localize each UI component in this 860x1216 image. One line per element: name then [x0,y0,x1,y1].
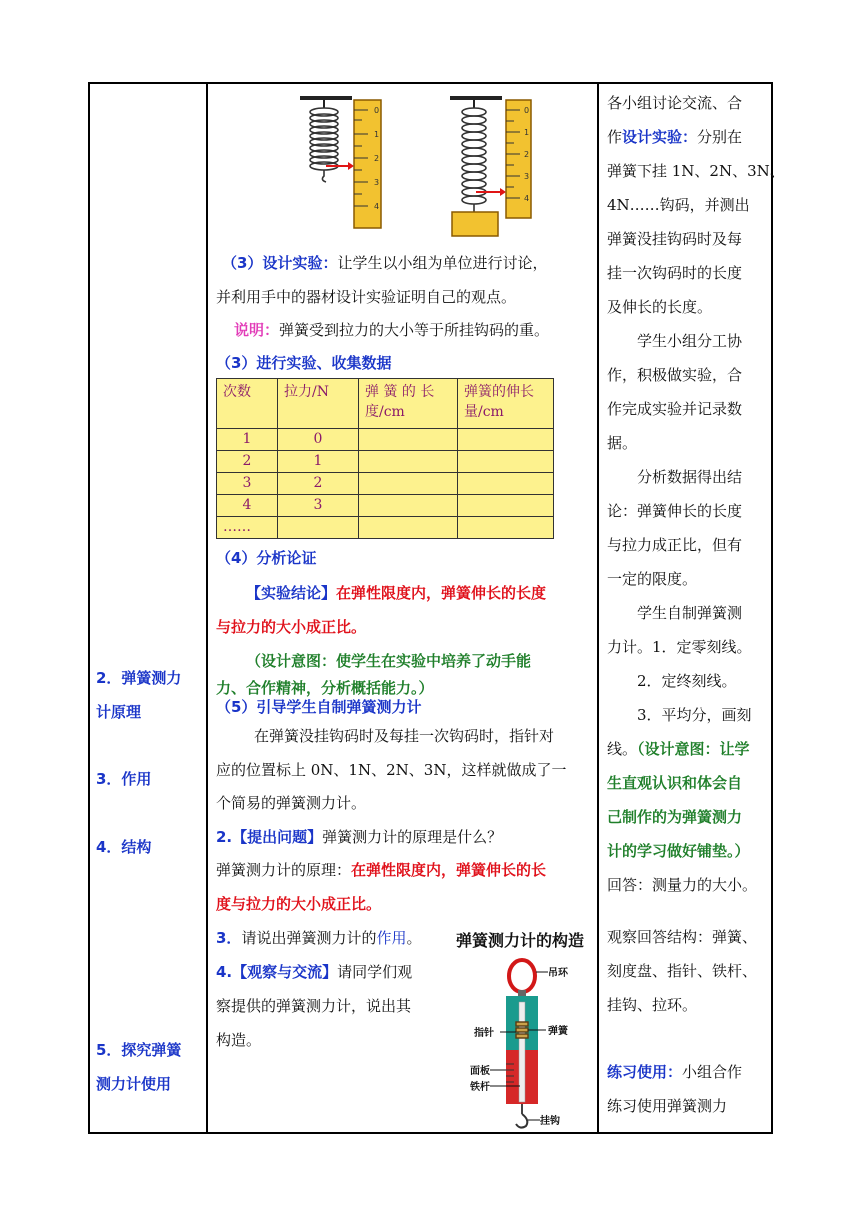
right-p2-4: 据。 [607,434,638,452]
right-p2-3: 作完成实验并记录数 [607,400,743,418]
right-p5-2: 刻度盘、指针、铁杆、 [607,962,758,980]
label-panel: 面板 [470,1066,490,1077]
conclusion-line2: 与拉力的大小成正比。 [216,618,367,636]
right-p4-5a: 线。 [607,740,638,758]
right-p4-5b: （设计意图：让学 [637,740,750,758]
table-cell: 2 [278,473,359,495]
table-cell [359,473,458,495]
table-cell [458,473,554,495]
right-line-2a: 作 [607,128,623,146]
right-line-5: 弹簧没挂钩码时及每 [607,230,743,248]
right-p6-1 [607,1055,742,1089]
table-row [217,517,554,539]
principle-line1 [216,853,546,887]
design-intent-line1: （设计意图：使学生在实验中培养了动手能 [246,652,532,670]
design-experiment-line1 [222,246,547,280]
right-p3-3: 与拉力成正比，但有 [607,536,743,554]
table-header-count: 次数 [217,379,278,429]
ruler1-tick-3: 3 [374,178,380,187]
right-p4-5 [607,732,750,766]
question-2-text: 弹簧测力计的原理是什么？ [322,828,503,846]
question-4-text-1: 请同学们观 [337,963,413,981]
table-header-extension: 弹簧的伸长量/cm [458,379,554,429]
design-experiment-label: （3）设计实验： [222,254,338,272]
question-2-label: 2.【提出问题】 [216,828,323,846]
ruler2-tick-2: 2 [524,150,530,159]
ruler1-tick-1: 1 [374,130,380,139]
column-divider-1 [206,82,208,1134]
table-cell [458,429,554,451]
right-line-2 [607,120,742,154]
question-4-line1 [216,955,412,989]
right-p4-7: 己制作的为弹簧测力 [607,808,743,826]
design-experiment-line2: 并利用手中的器材设计实验证明自己的观点。 [216,288,517,306]
right-line-7: 及伸长的长度。 [607,298,713,316]
left-item-4: 4．结构 [96,838,152,856]
left-item-5-line2: 测力计使用 [96,1075,172,1093]
label-hook: 挂钩 [540,1116,560,1127]
table-cell [458,517,554,539]
table-cell [359,429,458,451]
question-4-label: 4.【观察与交流】 [216,963,338,981]
structure-title: 弹簧测力计的构造 [456,931,585,950]
label-rod: 铁杆 [470,1082,490,1093]
right-p4-6: 生直观认识和体会自 [607,774,743,792]
table-cell: 3 [217,473,278,495]
table-cell [458,451,554,473]
analysis-heading: （4）分析论证 [216,549,317,567]
table-cell [359,495,458,517]
right-p4-1: 学生自制弹簧测 [637,604,743,622]
table-row [217,495,554,517]
right-p2-2: 作，积极做实验，合 [607,366,743,384]
right-p6-2: 练习使用弹簧测力 [607,1097,728,1115]
table-row [217,451,554,473]
principle-red-1: 在弹性限度内，弹簧伸长的长 [351,861,547,879]
table-header-length: 弹 簧 的 长 度/cm [359,379,458,429]
table-cell: 1 [217,429,278,451]
table-cell [458,495,554,517]
spring-ruler-illustration [290,90,550,240]
practice-label: 练习使用： [607,1063,683,1081]
design-experiment-text-1: 让学生以小组为单位进行讨论， [337,254,548,272]
table-cell: 0 [278,429,359,451]
right-p4-8: 计的学习做好铺垫。） [607,842,750,860]
left-item-5-line1: 5．探究弹簧 [96,1041,182,1059]
note-line [234,313,549,347]
ruler1-tick-0: 0 [374,106,380,115]
ruler2-tick-0: 0 [524,106,530,115]
table-row [217,473,554,495]
right-line-1: 各小组讨论交流、合 [607,94,743,112]
right-p4-3: 2．定终刻线。 [637,672,737,690]
label-ring: 吊环 [548,968,568,979]
note-text: 弹簧受到拉力的大小等于所挂钩码的重。 [279,321,550,339]
right-line-4: 4N……钩码，并测出 [607,196,750,214]
left-item-2-line1: 2．弹簧测力 [96,669,182,687]
note-label: 说明： [234,321,280,339]
table-cell: 4 [217,495,278,517]
table-row [217,429,554,451]
question-3-text: 请说出弹簧测力计的 [241,929,377,947]
question-4-line2: 察提供的弹簧测力计，说出其 [216,997,412,1015]
right-line-6: 挂一次钩码时的长度 [607,264,743,282]
right-p4-9: 回答：测量力的大小。 [607,876,758,894]
question-3-line [216,921,421,955]
table-cell: …… [217,517,278,539]
left-item-2-line2: 计原理 [96,703,142,721]
ruler1-tick-4: 4 [374,202,380,211]
ruler2-tick-3: 3 [524,172,530,181]
guide-text-line1: 在弹簧没挂钩码时及每挂一次钩码时，指针对 [254,727,555,745]
table-cell: 1 [278,451,359,473]
label-spring: 弹簧 [548,1026,568,1037]
question-3-end: 。 [406,929,422,947]
ruler1-tick-2: 2 [374,154,380,163]
right-p5-1: 观察回答结构：弹簧、 [607,928,758,946]
table-header-force: 拉力/N [278,379,359,429]
guide-heading: （5）引导学生自制弹簧测力计 [216,698,422,716]
right-line-3: 弹簧下挂 1N、2N、3N、 [607,162,785,180]
ruler2-tick-4: 4 [524,194,530,203]
right-p2-1: 学生小组分工协 [637,332,743,350]
conclusion-text-1: 在弹性限度内，弹簧伸长的长度 [336,584,547,602]
right-p4-2: 力计。1．定零刻线。 [607,638,752,656]
guide-text-line3: 个简易的弹簧测力计。 [216,794,367,812]
conclusion-line1 [246,576,546,610]
right-p4-4: 3．平均分，画刻 [637,706,752,724]
design-intent-line2: 力、合作精神，分析概括能力。） [216,679,434,697]
table-cell [359,451,458,473]
right-p5-3: 挂钩、拉环。 [607,996,698,1014]
table-cell: 3 [278,495,359,517]
right-p3-1: 分析数据得出结 [637,468,743,486]
conclusion-label: 【实验结论】 [246,584,337,602]
table-cell [359,517,458,539]
right-p3-2: 论：弹簧伸长的长度 [607,502,743,520]
guide-text-line2: 应的位置标上 0N、1N、2N、3N，这样就做成了一 [216,761,567,779]
question-2-line [216,820,502,854]
ruler2-tick-1: 1 [524,128,530,137]
left-item-3: 3．作用 [96,770,152,788]
right-p6-text-1: 小组合作 [682,1063,743,1081]
question-3-num: 3． [216,929,242,947]
table-cell: 2 [217,451,278,473]
collect-data-heading: （3）进行实验、收集数据 [216,354,392,372]
principle-red-2: 度与拉力的大小成正比。 [216,895,382,913]
spring-scale-structure-illustration [470,952,592,1134]
right-p3-4: 一定的限度。 [607,570,698,588]
column-divider-2 [597,82,599,1134]
table-cell [278,517,359,539]
question-3-word: 作用 [376,929,407,947]
principle-prefix: 弹簧测力计的原理： [216,861,352,879]
label-pointer: 指针 [474,1028,494,1039]
right-line-2c: 分别在 [697,128,743,146]
right-design-label: 设计实验： [622,128,698,146]
data-table [216,378,554,539]
question-4-line3: 构造。 [216,1031,262,1049]
